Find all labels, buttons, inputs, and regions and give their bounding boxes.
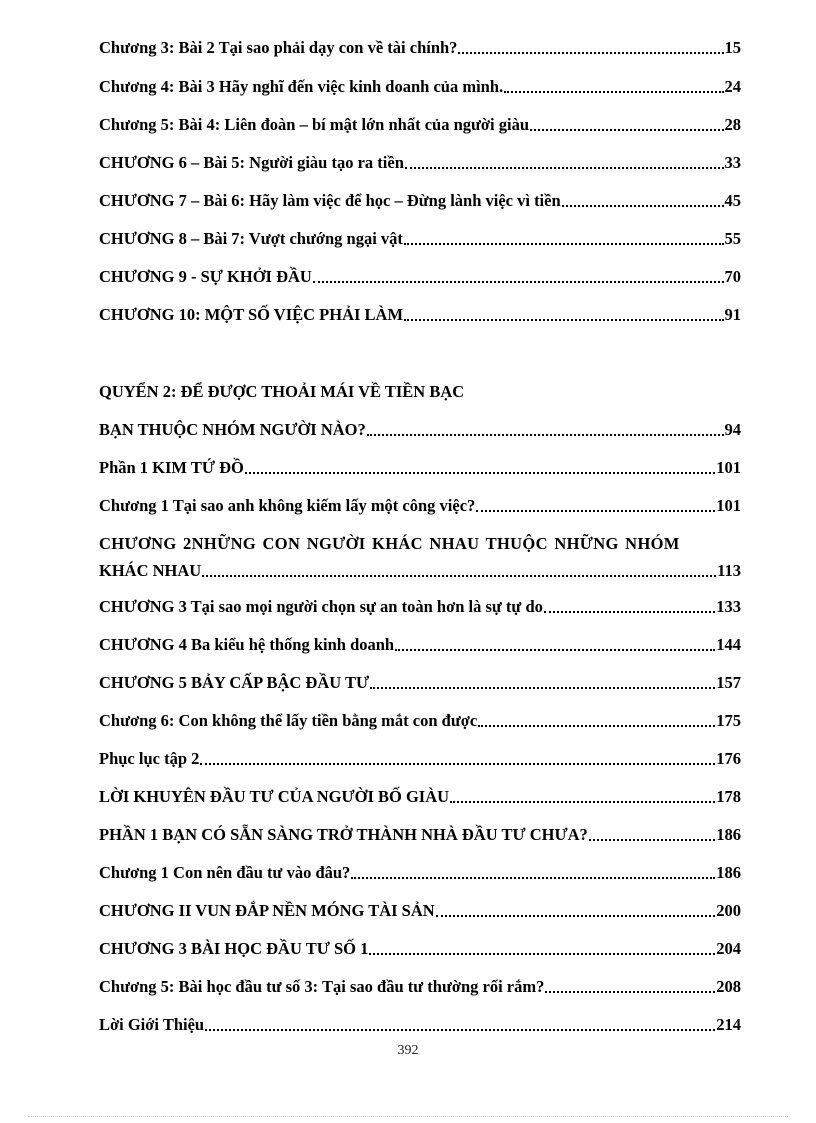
toc-entry-page: 101 [716, 496, 741, 515]
toc-entry [99, 1015, 741, 1035]
toc-entry-page: 33 [724, 153, 741, 172]
page-bottom-divider [28, 1116, 788, 1117]
toc-entry-title: Chương 3: Bài 2 Tại sao phải dạy con về tài chính? [99, 38, 458, 57]
toc-entry [99, 977, 741, 997]
toc-entry-title: CHƯƠNG 8 – Bài 7: Vượt chướng ngại vật [99, 229, 403, 248]
toc-entry-title: CHƯƠNG 3 BÀI HỌC ĐẦU TƯ SỐ 1 [99, 939, 369, 958]
toc-entry-title: Chương 1 Tại sao anh không kiếm lấy một công việc? [99, 496, 476, 515]
toc-entry-title: Phần 1 KIM TỨ ĐỒ [99, 458, 244, 477]
page-number: 392 [397, 1043, 419, 1058]
toc-entry-page: 144 [716, 635, 741, 654]
dot-leader [404, 239, 724, 245]
toc-entry-title: CHƯƠNG 7 – Bài 6: Hãy làm việc để học – Đừng lành việc vì tiền [99, 191, 561, 210]
dot-leader [369, 949, 715, 955]
dot-leader [313, 277, 724, 283]
toc-entry-page: 101 [716, 458, 741, 477]
toc-entry [99, 115, 741, 135]
toc-entry-title: CHƯƠNG 6 – Bài 5: Người giàu tạo ra tiền [99, 153, 404, 172]
dot-leader [200, 759, 715, 765]
toc-entry-page: 204 [716, 939, 741, 958]
toc-entry [99, 420, 741, 440]
toc-entry-title: CHƯƠNG 9 - SỰ KHỞI ĐẦU [99, 267, 312, 286]
dot-leader [450, 797, 715, 803]
toc-entry-page: 157 [716, 673, 741, 692]
dot-leader [205, 1025, 715, 1031]
dot-leader [589, 835, 715, 841]
dot-leader [476, 506, 715, 512]
toc-entry-page: 208 [716, 977, 741, 996]
toc-entry-title: Chương 5: Bài 4: Liên đoàn – bí mật lớn nhất của người giàu [99, 115, 530, 134]
toc-entry-page: 113 [717, 561, 741, 580]
toc-entry-page: 24 [724, 77, 741, 96]
toc-entry [99, 787, 741, 807]
toc-entry-title: LỜI KHUYÊN ĐẦU TƯ CỦA NGƯỜI BỐ GIÀU [99, 787, 450, 806]
toc-entry-page: 94 [724, 420, 741, 439]
dot-leader [436, 911, 716, 917]
toc-entry [99, 229, 741, 249]
toc-entry-line2 [99, 561, 741, 581]
toc-entry-page: 176 [716, 749, 741, 768]
toc-entry [99, 863, 741, 883]
dot-leader [395, 645, 715, 651]
toc-entry [99, 711, 741, 731]
toc-entry-title: CHƯƠNG 4 Ba kiểu hệ thống kinh doanh [99, 635, 395, 654]
toc-entry [99, 191, 741, 211]
toc-entry-title: Chương 1 Con nên đầu tư vào đâu? [99, 863, 351, 882]
dot-leader [478, 721, 715, 727]
toc-entry [99, 496, 741, 516]
toc-entry [99, 38, 741, 58]
dot-leader [458, 48, 723, 54]
toc-entry [99, 673, 741, 693]
dot-leader [367, 430, 724, 436]
toc-entry-page: 214 [716, 1015, 741, 1034]
toc-entry-title: Chương 6: Con không thể lấy tiền bằng mắt con được [99, 711, 478, 730]
dot-leader [202, 571, 716, 577]
toc-entry [99, 597, 741, 617]
toc-entry [99, 305, 741, 325]
toc-entry [99, 749, 741, 769]
toc-entry-page: 55 [724, 229, 741, 248]
toc-entry-title: Phục lục tập 2 [99, 749, 200, 768]
toc-entry-title-line1: CHƯƠNG 2NHỮNG CON NGƯỜI KHÁC NHAU THUỘC NHỮNG NHÓM [99, 534, 680, 553]
toc-entry-page: 28 [724, 115, 741, 134]
toc-entry-page: 70 [724, 267, 741, 286]
toc-entry-page: 45 [724, 191, 741, 210]
toc-entry [99, 635, 741, 655]
toc-entry-page: 133 [716, 597, 741, 616]
dot-leader [530, 125, 723, 131]
dot-leader [351, 873, 715, 879]
toc-entry-page: 178 [716, 787, 741, 806]
toc-entry-multiline [99, 534, 741, 581]
toc-entry-title: CHƯƠNG 10: MỘT SỐ VIỆC PHẢI LÀM [99, 305, 404, 324]
toc-entry-page: 186 [716, 825, 741, 844]
toc-entry-title: CHƯƠNG II VUN ĐẮP NỀN MÓNG TÀI SẢN [99, 901, 435, 920]
toc-entry-title-line2: KHÁC NHAU [99, 561, 202, 580]
dot-leader [404, 315, 723, 321]
toc-entry [99, 77, 741, 97]
toc-entry-page: 186 [716, 863, 741, 882]
dot-leader [504, 87, 723, 93]
toc-entry-page: 91 [724, 305, 741, 324]
toc-entry [99, 939, 741, 959]
toc-entry [99, 267, 741, 287]
dot-leader [562, 201, 724, 207]
toc-entry-page: 175 [716, 711, 741, 730]
toc-entry-title: CHƯƠNG 3 Tại sao mọi người chọn sự an toàn hơn là sự tự do [99, 597, 543, 616]
dot-leader [405, 163, 724, 169]
toc-entry [99, 901, 741, 921]
toc-entry-page: 200 [716, 901, 741, 920]
toc-entry-title: PHẦN 1 BẠN CÓ SẴN SÀNG TRỞ THÀNH NHÀ ĐẦU TƯ CHƯA? [99, 825, 588, 844]
toc-entry [99, 458, 741, 478]
dot-leader [545, 987, 715, 993]
dot-leader [245, 468, 715, 474]
toc-entry-page: 15 [724, 38, 741, 57]
toc-entry-title: BẠN THUỘC NHÓM NGƯỜI NÀO? [99, 420, 366, 439]
toc-entry [99, 153, 741, 173]
toc-entry-title: Chương 5: Bài học đầu tư số 3: Tại sao đầu tư thường rối rắm? [99, 977, 545, 996]
book-2-heading: QUYỂN 2: ĐỂ ĐƯỢC THOẢI MÁI VỀ TIỀN BẠC [99, 382, 465, 401]
dot-leader [370, 683, 715, 689]
dot-leader [544, 607, 715, 613]
toc-entry-title: CHƯƠNG 5 BẢY CẤP BẬC ĐẦU TƯ [99, 673, 370, 692]
toc-entry-title: Chương 4: Bài 3 Hãy nghĩ đến việc kinh doanh của mình. [99, 77, 504, 96]
toc-entry-title: Lời Giới Thiệu [99, 1015, 205, 1034]
toc-entry [99, 825, 741, 845]
